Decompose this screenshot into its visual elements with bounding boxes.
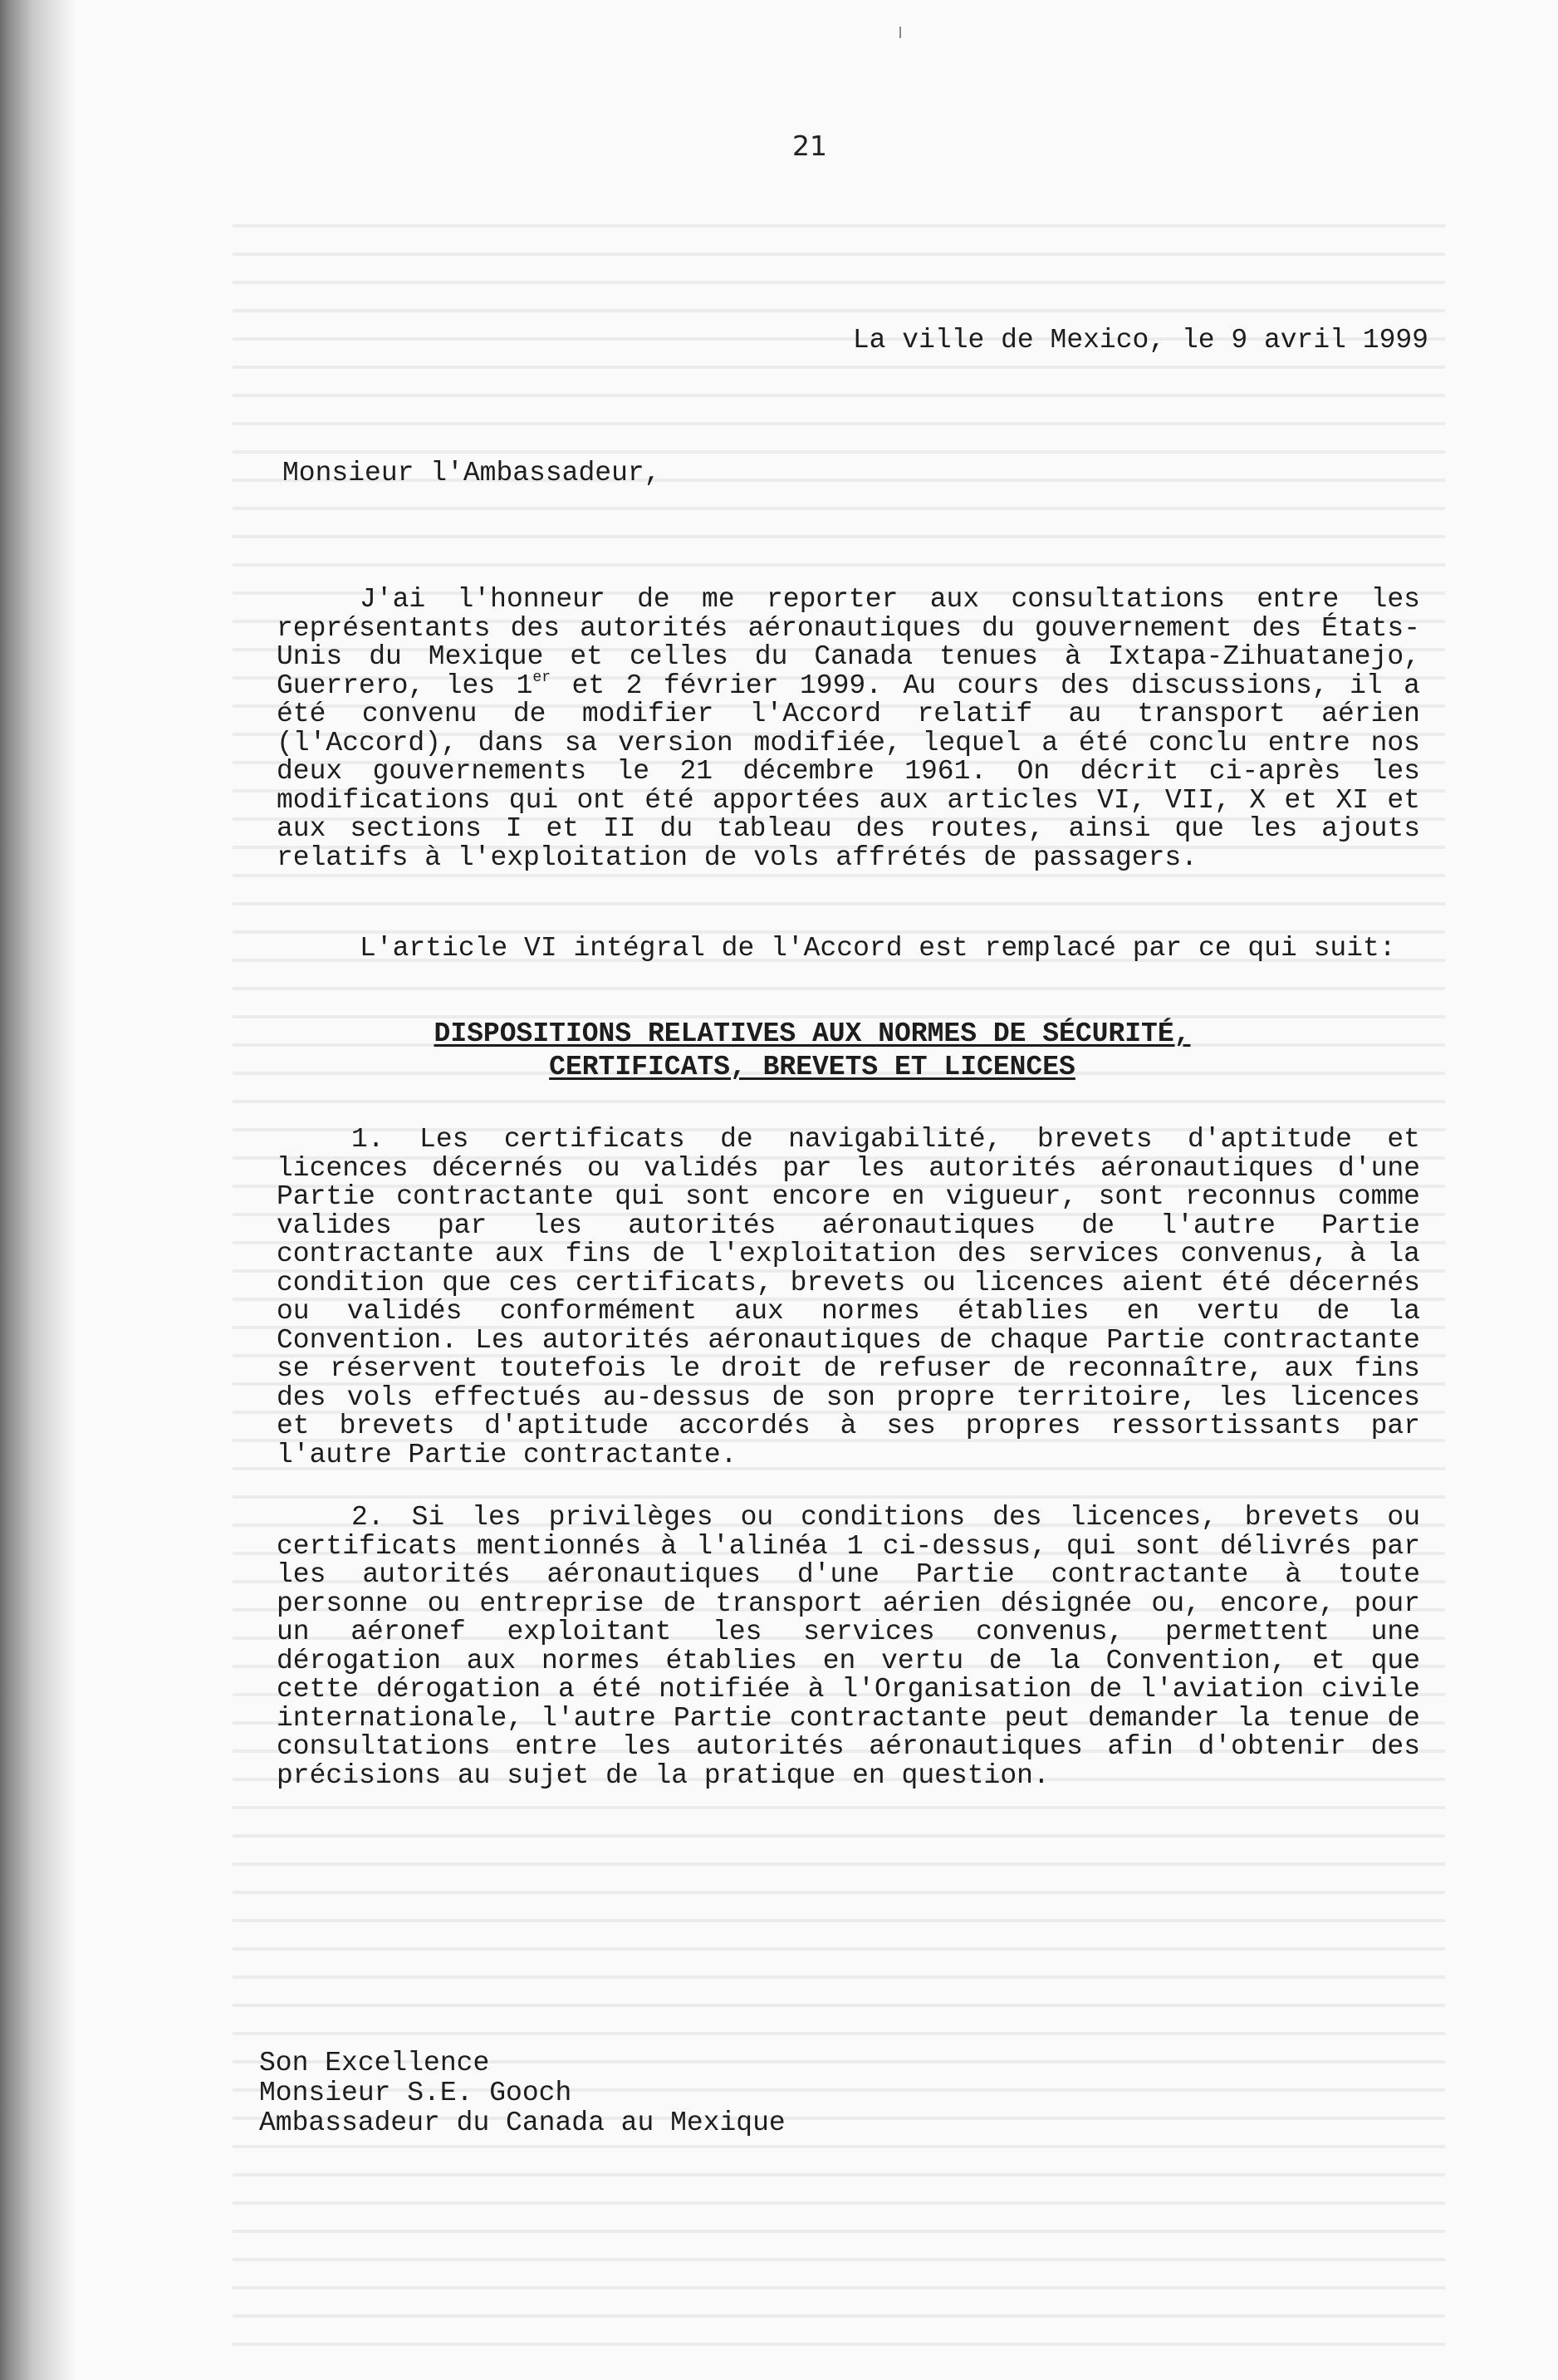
addressee-block xyxy=(259,2049,786,2138)
section-heading xyxy=(277,1018,1348,1084)
paragraph-article-vi xyxy=(277,935,1420,964)
heading-line-2: CERTIFICATS, BREVETS ET LICENCES xyxy=(549,1052,1075,1082)
paragraph-article-vi-text: L'article VI intégral de l'Accord est remplacé par ce qui suit: xyxy=(360,933,1396,964)
scan-mark xyxy=(899,27,901,38)
clause-2 xyxy=(277,1504,1420,1790)
salutation: Monsieur l'Ambassadeur, xyxy=(282,458,661,488)
addressee-name: Monsieur S.E. Gooch xyxy=(259,2078,572,2108)
clause-1-text: 1. Les certificats de navigabilité, brevets d'aptitude et licences décernés ou validés par les autorités aéronautiques d'une Partie contractante qui sont encore en vigueur, sont reconnus comme valides par les autorités aéronautiques de l'autre Partie contractante aux fins de l'exploitation des services convenus, à la condition que ces certificats, brevets ou licences aient été décernés ou validés conformément aux normes établies en vertu de la Convention. Les autorités aéronautiques de chaque Partie contractante se réservent toutefois le droit de refuser de reconnaître, aux fins des vols effectués au-dessus de son propre territoire, les licences et brevets d'aptitude accordés à ses propres ressortissants par l'autre Partie contractante. xyxy=(277,1124,1420,1470)
clause-2-text: 2. Si les privilèges ou conditions des licences, brevets ou certificats mentionnés à l'alinéa 1 ci-dessus, qui sont délivrés par les autorités aéronautiques d'une Partie contractante à toute personne ou entreprise de transport aérien désignée ou, encore, pour un aéronef exploitant les services convenus, permettent une dérogation aux normes établies en vertu de la Convention, et que cette dérogation a été notifiée à l'Organisation de l'aviation civile internationale, l'autre Partie contractante peut demander la tenue de consultations entre les autorités aéronautiques afin d'obtenir des précisions au sujet de la pratique en question. xyxy=(277,1502,1420,1791)
page-number: 21 xyxy=(792,130,827,162)
date-line: La ville de Mexico, le 9 avril 1999 xyxy=(852,325,1428,356)
heading-line-1: DISPOSITIONS RELATIVES AUX NORMES DE SÉCURITÉ, xyxy=(434,1018,1191,1049)
paragraph-consultations-text-b: et 2 février 1999. Au cours des discussions, il a été convenu de modifier l'Accord relatif au transport aérien (l'Accord), dans sa version modifiée, lequel a été conclu entre nos deux gouvernements le 21 décembre 1961. On décrit ci-après les modifications qui ont été apportées aux articles VI, VII, X et XI et aux sections I et II du tableau des routes, ainsi que les ajouts relatifs à l'exploitation de vols affrétés de passagers. xyxy=(277,670,1420,873)
superscript-er: er xyxy=(532,669,551,686)
addressee-title: Son Excellence xyxy=(259,2048,490,2078)
addressee-position: Ambassadeur du Canada au Mexique xyxy=(259,2108,786,2138)
paragraph-consultations xyxy=(277,586,1420,872)
clause-1 xyxy=(277,1126,1420,1470)
paragraph-consultations-text-a: J'ai l'honneur de me reporter aux consultations entre les représentants des autorités aéronautiques du gouvernement des États-Unis du Mexique et celles du Canada tenues à Ixtapa-Zihuatanejo, Guerrero, les 1 xyxy=(277,584,1420,701)
page-edge-shadow xyxy=(0,0,76,2380)
